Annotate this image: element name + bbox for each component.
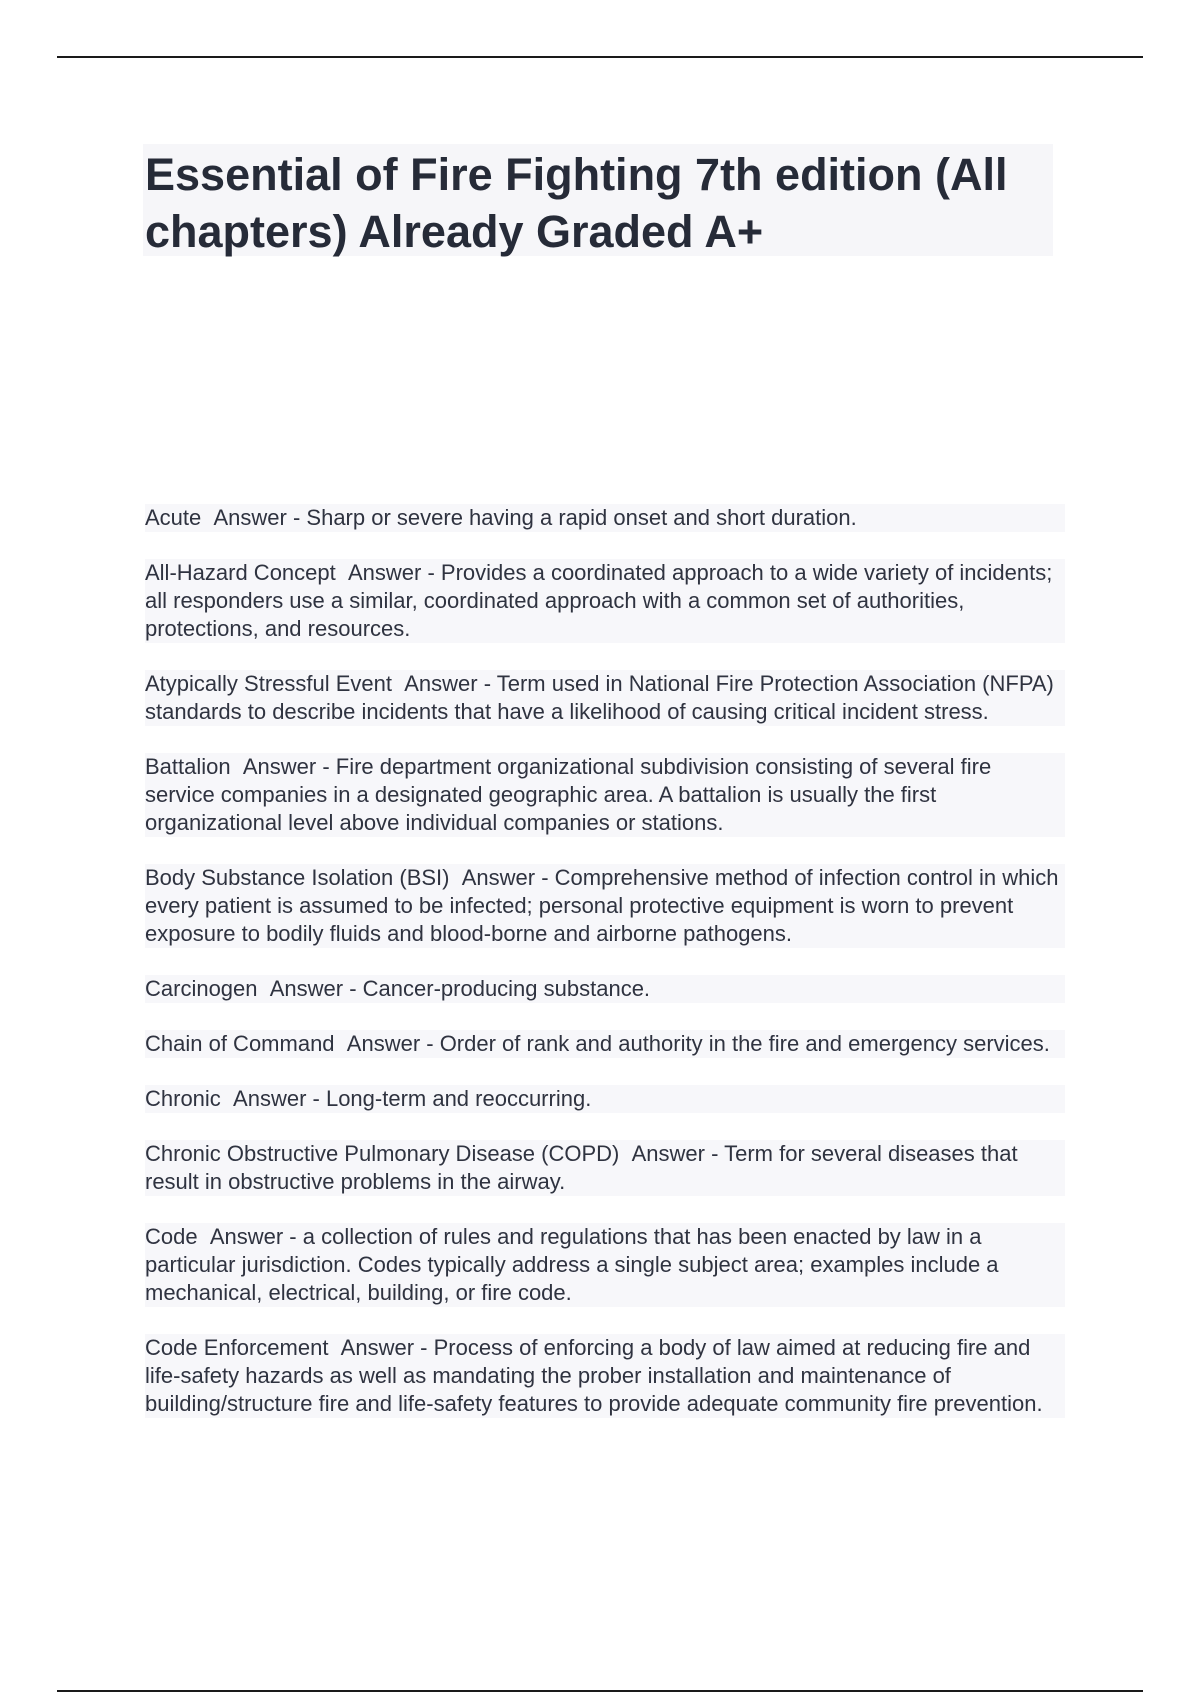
entry-term: Acute <box>145 505 202 530</box>
entry-term: Carcinogen <box>145 976 258 1001</box>
glossary-entry <box>145 1334 1065 1418</box>
entry-term: Code Enforcement <box>145 1335 329 1360</box>
entry-term: Atypically Stressful Event <box>145 671 392 696</box>
glossary-entry <box>145 1140 1065 1196</box>
entry-answer: Answer - Long-term and reoccurring. <box>233 1086 592 1111</box>
entry-term: Battalion <box>145 754 231 779</box>
glossary-entry <box>145 753 1065 837</box>
top-rule <box>57 56 1143 58</box>
entry-answer: Answer - Order of rank and authority in the fire and emergency services. <box>346 1031 1050 1056</box>
entry-term: Chronic <box>145 1086 221 1111</box>
entry-answer: Answer - Comprehensive method of infection control in which every patient is assumed to be infected; personal protective equipment is worn to prevent exposure to bodily fluids and blood-borne and airborne pathogens. <box>145 865 1059 946</box>
entry-answer: Answer - Provides a coordinated approach to a wide variety of incidents; all responders use a similar, coordinated approach with a common set of authorities, protections, and resources. <box>145 560 1053 641</box>
entry-term: All-Hazard Concept <box>145 560 336 585</box>
entry-answer: Answer - a collection of rules and regulations that has been enacted by law in a particular jurisdiction. Codes typically address a single subject area; examples include a mechanical, electrical, building, or fire code. <box>145 1224 999 1305</box>
entry-answer: Answer - Fire department organizational subdivision consisting of several fire service companies in a designated geographic area. A battalion is usually the first organizational level above individual companies or stations. <box>145 754 992 835</box>
glossary-entry <box>145 559 1065 643</box>
entry-term: Code <box>145 1224 198 1249</box>
glossary-entry <box>145 1223 1065 1307</box>
glossary-entry <box>145 504 1065 532</box>
glossary-entry <box>145 864 1065 948</box>
entry-answer: Answer - Sharp or severe having a rapid onset and short duration. <box>213 505 857 530</box>
entry-answer: Answer - Term used in National Fire Protection Association (NFPA) standards to describe incidents that have a likelihood of causing critical incident stress. <box>145 671 1054 724</box>
entry-term: Chronic Obstructive Pulmonary Disease (COPD) <box>145 1141 620 1166</box>
entry-term: Body Substance Isolation (BSI) <box>145 865 450 890</box>
entry-answer: Answer - Cancer-producing substance. <box>269 976 651 1001</box>
glossary-entry <box>145 1085 1065 1113</box>
glossary-entry <box>145 670 1065 726</box>
glossary-list <box>145 504 1065 1445</box>
entry-term: Chain of Command <box>145 1031 335 1056</box>
document-title: Essential of Fire Fighting 7th edition (All chapters) Already Graded A+ <box>145 149 1008 257</box>
glossary-entry <box>145 1030 1065 1058</box>
entry-answer: Answer - Term for several diseases that result in obstructive problems in the airway. <box>145 1141 1018 1194</box>
entry-answer: Answer - Process of enforcing a body of law aimed at reducing fire and life-safety hazards as well as mandating the prober installation and maintenance of building/structure fire and life-safety features to provide adequate community fire prevention. <box>145 1335 1043 1416</box>
glossary-entry <box>145 975 1065 1003</box>
bottom-rule <box>57 1690 1143 1692</box>
